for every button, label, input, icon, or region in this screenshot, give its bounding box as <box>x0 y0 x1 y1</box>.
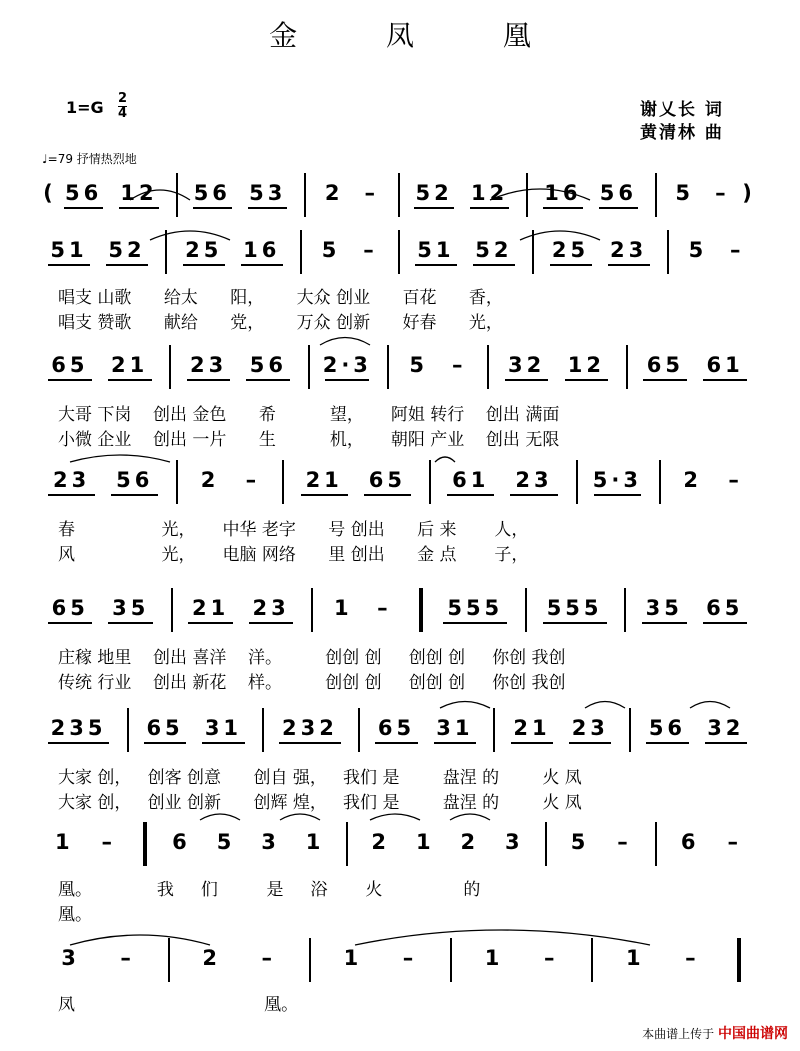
note-group: 56 <box>193 181 231 205</box>
dash-note: – <box>730 238 741 262</box>
dash-note: – <box>727 830 738 854</box>
note-group: 61 <box>452 468 490 492</box>
note-group: 32 <box>507 353 546 377</box>
note-group: 65 <box>146 716 184 740</box>
note-group: 35 <box>112 596 150 620</box>
note-group: 1 <box>415 830 431 854</box>
note-group: 5 <box>216 830 232 854</box>
note-group: 5 <box>688 238 704 262</box>
bracket: ( <box>43 181 53 205</box>
note-group: 32 <box>707 716 745 740</box>
lyric-line: 凤 凰。 <box>58 995 299 1015</box>
note-group: 52 <box>108 238 146 262</box>
footer-credit <box>642 1023 788 1043</box>
note-group: 23 <box>515 468 553 492</box>
lyric-line: 凰。 我 们 是 浴 火 的 <box>58 880 481 900</box>
note-group: 5 <box>570 830 586 854</box>
lyric-line: 大家 创， 创业 创新 创辉 煌， 我们 是 盘涅 的 火 凤 <box>58 793 582 813</box>
note-group: 23 <box>189 353 228 377</box>
lyric-line: 大家 创， 创客 创意 创自 强， 我们 是 盘涅 的 火 凤 <box>58 768 582 788</box>
note-group: 2·3 <box>322 353 372 377</box>
note-group: 65 <box>368 468 406 492</box>
note-group: 6 <box>172 830 187 854</box>
note-group: 3 <box>261 830 276 854</box>
note-group: 1 <box>343 946 359 970</box>
dash-note: – <box>261 946 273 970</box>
note-group: 35 <box>645 596 683 620</box>
note-group: 56 <box>648 716 687 740</box>
note-group: 23 <box>609 238 648 262</box>
note-group: 16 <box>243 238 281 262</box>
note-group: 52 <box>415 181 453 205</box>
note-group: 1 <box>305 830 321 854</box>
dash-note: – <box>452 353 463 377</box>
note-group: 6 <box>680 830 696 854</box>
dash-note: – <box>377 596 388 620</box>
note-group: 25 <box>551 238 590 262</box>
time-sig-bottom: 4 <box>118 106 128 121</box>
note-group: 56 <box>599 181 637 205</box>
dash-note: – <box>728 468 739 492</box>
note-group: 65 <box>51 596 89 620</box>
note-group: 5 <box>675 181 691 205</box>
dash-note: – <box>364 181 376 205</box>
note-group: 555 <box>447 596 504 620</box>
note-group: 2 <box>200 468 216 492</box>
dash-note: – <box>245 468 257 492</box>
note-group: 3 <box>61 946 76 970</box>
note-group: 25 <box>185 238 223 262</box>
bracket: ) <box>742 181 752 205</box>
note-group: 1 <box>54 830 70 854</box>
note-group: 65 <box>51 353 89 377</box>
note-group: 12 <box>567 353 605 377</box>
lyric-line: 传统 行业 创出 新花 样。 创创 创 创创 创 你创 我创 <box>58 673 566 693</box>
note-group: 56 <box>249 353 287 377</box>
note-group: 1 <box>334 596 349 620</box>
lyric-line: 春 光， 中华 老字 号 创出 后 来 人， <box>58 520 529 540</box>
lyric-line: 唱支 赞歌 献给 党， 万众 创新 好春 光， <box>58 313 503 333</box>
note-group: 12 <box>120 181 158 205</box>
note-group: 2 <box>460 830 476 854</box>
key-signature: 1=G <box>66 98 104 117</box>
note-group: 65 <box>646 353 684 377</box>
lyric-line: 唱支 山歌 给太 阳， 大众 创业 百花 香， <box>58 288 503 308</box>
note-group: 2 <box>683 468 699 492</box>
tempo-marking: ♩=79 抒情热烈地 <box>42 152 137 166</box>
lyric-line: 小微 企业 创出 一片 生 机， 朝阳 产业 创出 无限 <box>58 430 560 450</box>
dash-note: – <box>120 946 131 970</box>
note-group: 21 <box>513 716 551 740</box>
footer-text: 本曲谱上传于 <box>642 1027 715 1041</box>
note-group: 5 <box>409 353 424 377</box>
dash-note: – <box>715 181 726 205</box>
note-group: 5·3 <box>592 468 642 492</box>
note-group: 5 <box>321 238 337 262</box>
note-group: 23 <box>252 596 290 620</box>
note-group: 235 <box>50 716 107 740</box>
lyric-line: 风 光， 电脑 网络 里 创出 金 点 子， <box>58 545 529 565</box>
lyricist-credit: 谢乂长 词 <box>640 100 724 120</box>
note-group: 65 <box>377 716 416 740</box>
dash-note: – <box>402 946 414 970</box>
dash-note: – <box>685 946 696 970</box>
note-group: 31 <box>436 716 474 740</box>
note-group: 52 <box>475 238 513 262</box>
note-group: 3 <box>505 830 520 854</box>
note-group: 2 <box>324 181 340 205</box>
note-group: 51 <box>417 238 455 262</box>
note-group: 31 <box>204 716 243 740</box>
note-group: 21 <box>192 596 230 620</box>
note-group: 2 <box>202 946 218 970</box>
note-group: 65 <box>706 596 744 620</box>
dash-note: – <box>543 946 555 970</box>
note-group: 21 <box>305 468 343 492</box>
note-group: 16 <box>544 181 582 205</box>
note-group: 21 <box>111 353 149 377</box>
note-group: 2 <box>371 830 387 854</box>
note-group: 12 <box>470 181 509 205</box>
note-group: 232 <box>282 716 338 740</box>
page-title: 金 凤 凰 <box>269 19 571 52</box>
lyric-line: 大哥 下岗 创出 金色 希 望， 阿姐 转行 创出 满面 <box>58 405 560 425</box>
note-group: 56 <box>116 468 154 492</box>
note-group: 51 <box>50 238 88 262</box>
lyric-line: 凰。 <box>58 905 92 925</box>
note-group: 1 <box>626 946 641 970</box>
note-group: 56 <box>64 181 103 205</box>
dash-note: – <box>363 238 374 262</box>
time-sig-top: 2 <box>118 91 128 106</box>
note-group: 23 <box>571 716 609 740</box>
lyric-line: 庄稼 地里 创出 喜洋 洋。 创创 创 创创 创 你创 我创 <box>58 648 566 668</box>
dash-note: – <box>617 830 628 854</box>
composer-credit: 黄清林 曲 <box>640 123 724 143</box>
dash-note: – <box>101 830 113 854</box>
note-group: 1 <box>484 946 500 970</box>
note-group: 61 <box>706 353 744 377</box>
site-logo: 中国曲谱网 <box>718 1026 788 1042</box>
note-group: 23 <box>52 468 91 492</box>
note-group: 555 <box>546 596 603 620</box>
note-group: 53 <box>249 181 287 205</box>
